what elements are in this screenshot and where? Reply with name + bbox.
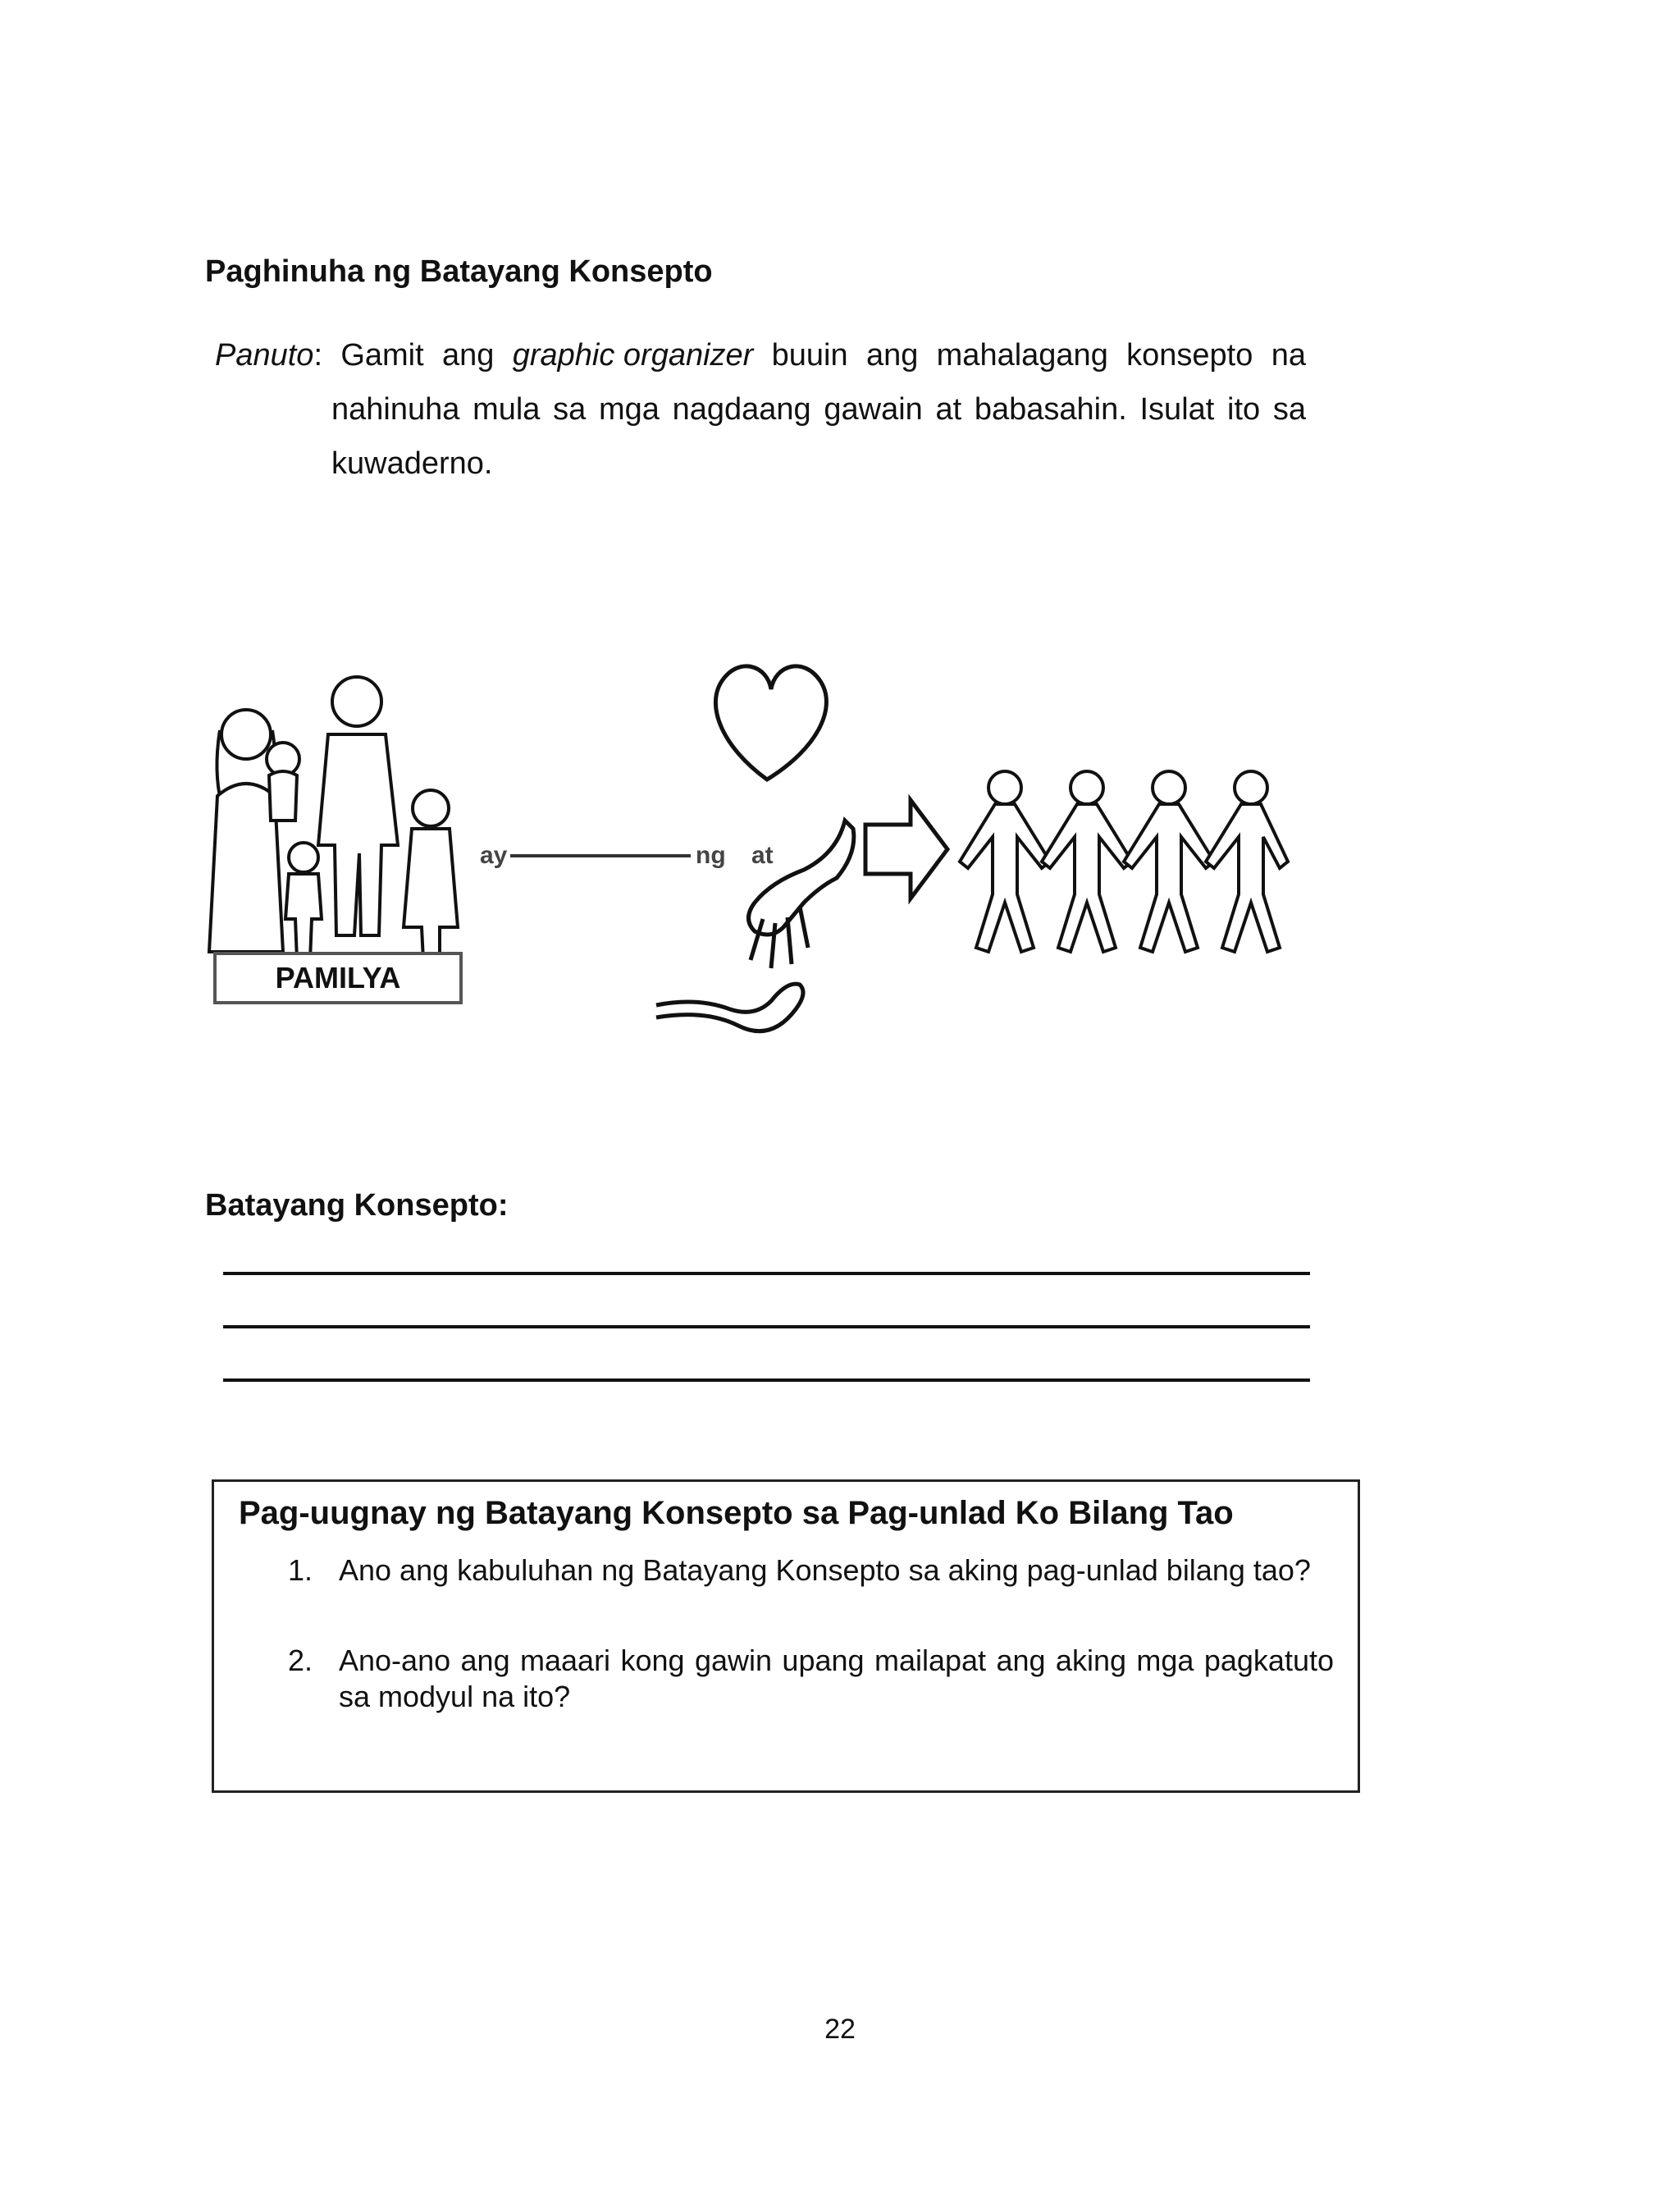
paper-dolls-chain-icon xyxy=(960,771,1288,952)
reflection-box xyxy=(212,1479,1360,1793)
answer-line-2[interactable] xyxy=(223,1325,1310,1328)
concept-label: Batayang Konsepto: xyxy=(205,1188,509,1223)
instructions-label: Panuto xyxy=(215,338,314,373)
instructions-line-2: nahinuha mula sa mga nagdaang gawain at babasahin. Isulat ito sa xyxy=(331,392,1306,427)
question-text: Ano ang kabuluhan ng Batayang Konsepto sa aking pag-unlad bilang tao? xyxy=(339,1553,1311,1587)
answer-line-1[interactable] xyxy=(223,1272,1310,1275)
connector-ng: ng xyxy=(696,842,726,869)
question-number: 2. xyxy=(288,1644,313,1677)
question-1 xyxy=(288,1552,1334,1589)
instructions xyxy=(215,328,1306,491)
instructions-line-1: Panuto: Gamit ang graphic organizer buuin ang mahalagang konsepto na xyxy=(215,328,1306,382)
section-heading: Paghinuha ng Batayang Konsepto xyxy=(205,254,713,289)
page-number: 22 xyxy=(824,2014,856,2045)
graphic-organizer-diagram xyxy=(197,656,1312,1100)
heart-icon xyxy=(715,666,826,780)
question-2 xyxy=(288,1643,1334,1715)
instructions-line-3: kuwaderno. xyxy=(331,446,493,481)
family-label: PAMILYA xyxy=(275,961,401,994)
arrow-right-icon xyxy=(865,800,947,898)
question-text: Ano-ano ang maaari kong gawin upang mailapat ang aking mga pagkatuto sa modyul na ito? xyxy=(339,1644,1334,1713)
graphic-organizer-term: graphic organizer xyxy=(512,338,754,373)
reflection-title: Pag-uugnay ng Batayang Konsepto sa Pag-unlad Ko Bilang Tao xyxy=(239,1495,1234,1531)
connector-at: at xyxy=(751,842,774,869)
answer-line-3[interactable] xyxy=(223,1378,1310,1382)
connector-ay: ay xyxy=(480,842,508,869)
question-number: 1. xyxy=(288,1553,313,1587)
family-illustration xyxy=(209,677,458,960)
